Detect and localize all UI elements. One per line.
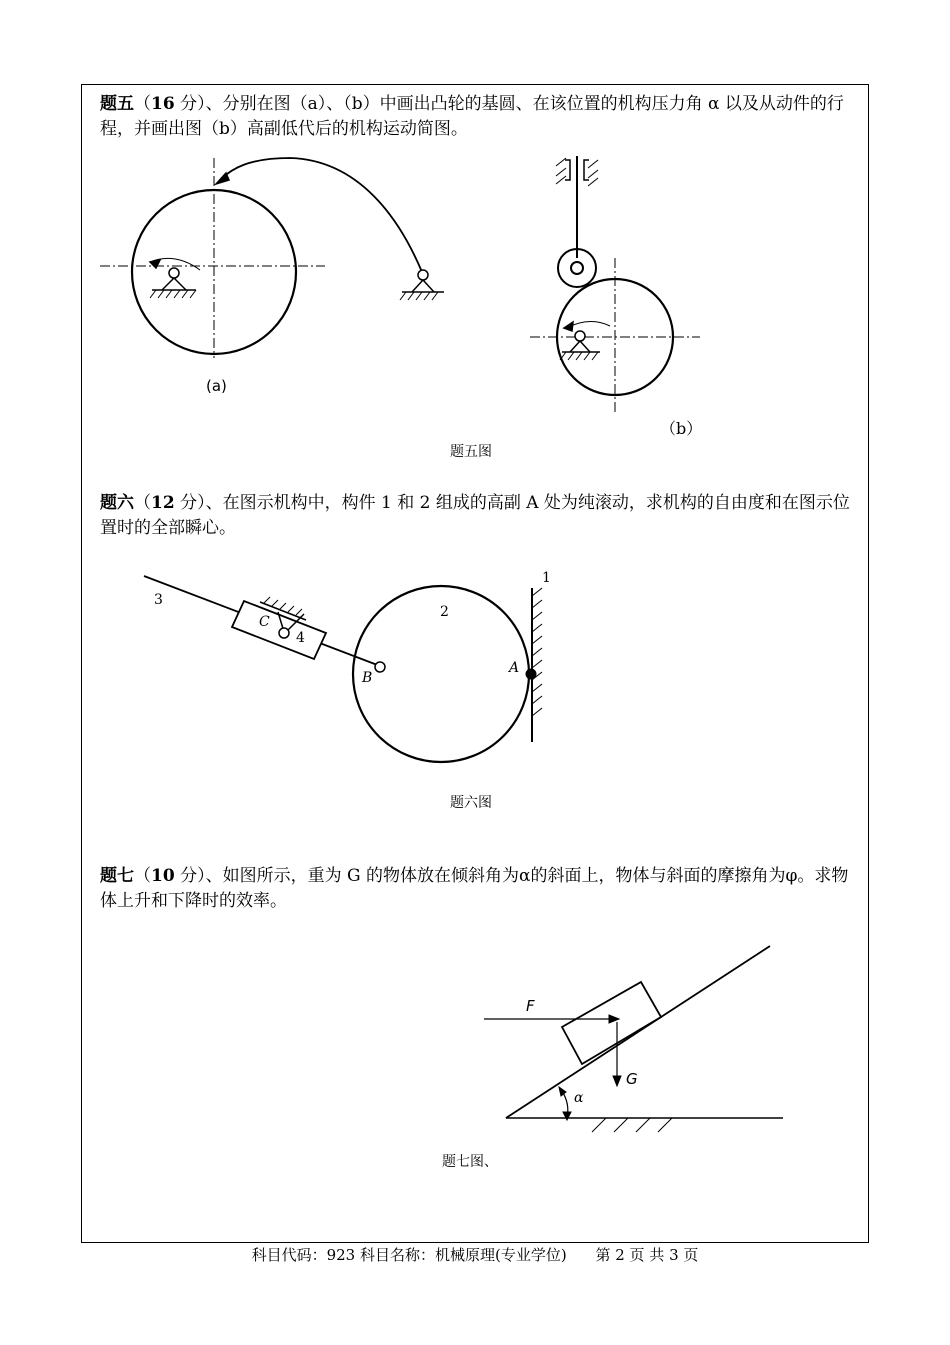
q6-label-4: 4 xyxy=(296,630,305,646)
q7-text: 题七（10 分）、如图所示，重为 G 的物体放在倾斜角为α的斜面上，物体与斜面的摩擦角为φ。求物体上升和下降时的效率。 xyxy=(100,866,849,911)
q6-label-3: 3 xyxy=(154,592,163,608)
q5-caption: 题五图 xyxy=(450,444,492,460)
footer-subject: 科目代码：923 科目名称：机械原理(专业学位) xyxy=(251,1246,567,1264)
incline xyxy=(506,946,770,1118)
q6-text: 题六（12 分）、在图示机构中，构件 1 和 2 组成的高副 A 处为纯滚动，求机构的自由度和在图示位置时的全部瞬心。 xyxy=(100,493,850,538)
q6-body: 、在图示机构中，构件 1 和 2 组成的高副 A 处为纯滚动，求机构的自由度和在图示位置时的全部瞬心。 xyxy=(100,493,850,538)
q6-label-c: C xyxy=(259,614,270,630)
q5-score-suffix: 分） xyxy=(174,94,206,114)
q6-label-a: A xyxy=(509,660,520,676)
q5-label-a: (a) xyxy=(206,377,227,395)
q7-label-g: G xyxy=(626,1070,638,1088)
q6-label-1: 1 xyxy=(542,570,551,586)
q5-text: 题五（16 分）、分别在图（a）、（b）中画出凸轮的基圆、在该位置的机构压力角 α 以及从动件的行程，并画出图（b）高副低代后的机构运动简图。 xyxy=(100,94,844,139)
force-g-arrow xyxy=(613,1076,621,1086)
q6-label-2: 2 xyxy=(440,604,449,620)
q7-body: 、如图所示，重为 G 的物体放在倾斜角为α的斜面上，物体与斜面的摩擦角为φ。求物体上升和下降时的效率。 xyxy=(100,866,849,911)
q5-body: 、分别在图（a）、（b）中画出凸轮的基圆、在该位置的机构压力角 α 以及从动件的行程，并画出图（b）高副低代后的机构运动简图。 xyxy=(100,94,844,139)
page-footer xyxy=(0,1244,950,1265)
ground-hatch xyxy=(592,1118,672,1132)
q5-score: 16 xyxy=(151,94,175,114)
q5-label-b: （b） xyxy=(660,419,703,438)
q5-title: 题五 xyxy=(100,94,134,114)
q7-score: 10 xyxy=(151,866,175,886)
block xyxy=(562,982,661,1064)
q7-score-suffix: 分） xyxy=(174,866,206,886)
q7-label-f: F xyxy=(526,997,535,1015)
q6-title: 题六 xyxy=(100,493,134,513)
q7-caption: 题七图、 xyxy=(442,1154,498,1170)
q7-label-alpha: α xyxy=(574,1090,584,1106)
q7-title: 题七 xyxy=(100,866,134,886)
footer-page: 第 2 页 共 3 页 xyxy=(595,1246,699,1264)
q6-score-suffix: 分） xyxy=(174,493,206,513)
q6-caption: 题六图 xyxy=(450,795,492,811)
q6-label-b: B xyxy=(362,670,373,686)
q6-score: 12 xyxy=(151,493,175,513)
